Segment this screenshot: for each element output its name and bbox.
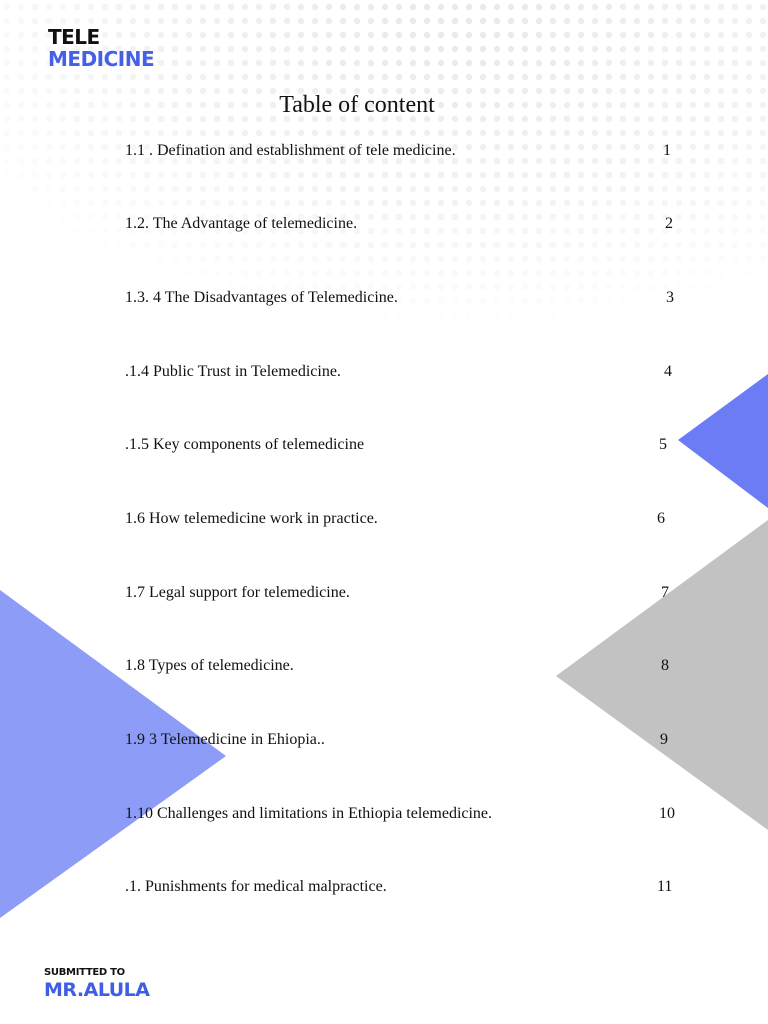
toc-entry-page: 4 xyxy=(664,363,672,380)
toc-entry-page: 2 xyxy=(665,215,673,232)
toc-entry-label: 1.2. The Advantage of telemedicine. xyxy=(125,215,358,232)
toc-entry xyxy=(125,433,685,457)
toc-entry xyxy=(125,581,685,605)
toc-entry-page: 6 xyxy=(657,510,665,527)
toc-entry xyxy=(125,728,685,752)
toc-entry-label: .1.4 Public Trust in Telemedicine. xyxy=(125,363,341,380)
toc-entry-label: 1.7 Legal support for telemedicine. xyxy=(125,584,350,601)
toc-entry-page: 7 xyxy=(661,584,669,601)
toc-entry-label: 1.8 Types of telemedicine. xyxy=(125,657,294,674)
toc-entry-label: 1.3. 4 The Disadvantages of Telemedicine. xyxy=(125,289,398,306)
toc-entry-page: 1 xyxy=(663,142,671,159)
toc-entry-label: .1. Punishments for medical malpractice. xyxy=(125,878,387,895)
toc-entry-page: 5 xyxy=(659,436,667,453)
brand-logo-line2: MEDICINE xyxy=(48,47,155,71)
submitted-to-name: MR.ALULA xyxy=(44,979,150,1001)
toc-entry xyxy=(125,875,685,899)
brand-logo-line1: TELE xyxy=(48,25,100,49)
toc-entry xyxy=(125,286,685,310)
toc-entry xyxy=(125,654,685,678)
toc-entry xyxy=(125,802,685,826)
page-title: Table of content xyxy=(279,92,435,118)
toc-entry-page: 8 xyxy=(661,657,669,674)
submitted-to-label: SUBMITTED TO xyxy=(44,967,125,978)
brand-logo xyxy=(48,26,154,70)
toc-entry xyxy=(125,507,685,531)
toc-entry-label: 1.9 3 Telemedicine in Ehiopia.. xyxy=(125,731,325,748)
toc-entry-page: 11 xyxy=(657,878,673,895)
toc-entry-label: 1.10 Challenges and limitations in Ethiopia telemedicine. xyxy=(125,805,493,822)
toc-entry-page: 3 xyxy=(666,289,674,306)
toc-entry xyxy=(125,360,685,384)
toc-entry-page: 9 xyxy=(660,731,668,748)
toc-entry xyxy=(125,139,685,163)
toc-entry-page: 10 xyxy=(659,805,675,822)
toc-entry-label: 1.6 How telemedicine work in practice. xyxy=(125,510,378,527)
toc-entry-label: 1.1 . Defination and establishment of tele medicine. xyxy=(125,142,456,159)
submitted-to-block xyxy=(44,966,149,1000)
toc-entry-label: .1.5 Key components of telemedicine xyxy=(125,436,365,453)
toc-entry xyxy=(125,212,685,236)
